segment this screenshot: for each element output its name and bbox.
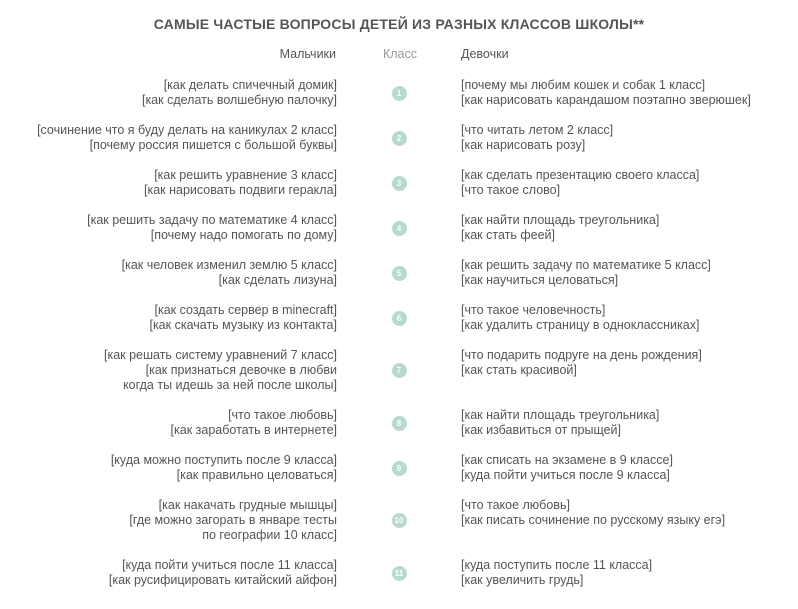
boys-question: [как заработать в интернете]: [170, 423, 337, 437]
girls-question: [как найти площадь треугольника]: [461, 213, 660, 227]
boys-question: [почему надо помогать по дому]: [150, 228, 337, 242]
girls-questions: [461, 303, 798, 333]
grade-cell: [337, 221, 461, 236]
table-row: [0, 408, 798, 438]
grade-cell: [337, 566, 461, 581]
grade-cell: [337, 416, 461, 431]
boys-questions: [0, 303, 337, 333]
boys-question: [как человек изменил землю 5 класс]: [121, 258, 337, 272]
boys-questions: [0, 213, 337, 243]
girls-questions: [461, 78, 798, 108]
grade-badge: 4: [392, 221, 407, 236]
grade-cell: [337, 86, 461, 101]
girls-question: [как писать сочинение по русскому языку егэ]: [461, 513, 726, 527]
girls-questions: [461, 123, 798, 153]
girls-questions: [461, 453, 798, 483]
boys-question: [как сделать волшебную палочку]: [141, 93, 337, 107]
table-row: [0, 123, 798, 153]
grade-badge: 2: [392, 131, 407, 146]
boys-question: [куда пойти учиться после 11 класса]: [122, 558, 337, 572]
grade-cell: [337, 311, 461, 326]
girls-question: [что такое слово]: [461, 183, 561, 197]
boys-questions: [0, 258, 337, 288]
girls-question: [что подарить подруге на день рождения]: [461, 348, 702, 362]
girls-question: [как нарисовать карандашом поэтапно зверюшек]: [461, 93, 751, 107]
girls-question: [как стать красивой]: [461, 363, 577, 377]
grade-badge: 3: [392, 176, 407, 191]
grade-badge: 7: [392, 363, 407, 378]
boys-questions: [0, 123, 337, 153]
girls-question: [как избавиться от прыщей]: [461, 423, 621, 437]
boys-questions: [0, 348, 337, 393]
header-boys: Мальчики: [279, 47, 336, 61]
boys-question: [как нарисовать подвиги геракла]: [144, 183, 337, 197]
boys-question: [куда можно поступить после 9 класса]: [110, 453, 337, 467]
table-row: [0, 258, 798, 288]
boys-questions: [0, 498, 337, 543]
girls-question: [что читать летом 2 класс]: [461, 123, 614, 137]
girls-questions: [461, 168, 798, 198]
boys-question: [почему россия пишется с большой буквы]: [89, 138, 337, 152]
grade-cell: [337, 266, 461, 281]
girls-question: [461, 378, 798, 393]
grade-cell: [337, 363, 461, 378]
header-girls: Девочки: [461, 47, 509, 61]
girls-questions: [461, 348, 798, 393]
grade-cell: [337, 176, 461, 191]
girls-questions: [461, 498, 798, 543]
girls-question: [как научиться целоваться]: [461, 273, 619, 287]
boys-questions: [0, 78, 337, 108]
page-title: САМЫЕ ЧАСТЫЕ ВОПРОСЫ ДЕТЕЙ ИЗ РАЗНЫХ КЛАССОВ ШКОЛЫ**: [153, 16, 645, 32]
boys-questions: [0, 453, 337, 483]
grade-badge: 1: [392, 86, 407, 101]
boys-questions: [0, 408, 337, 438]
girls-question: [что такое любовь]: [461, 498, 570, 512]
table-row: [0, 303, 798, 333]
girls-question: [куда пойти учиться после 9 класса]: [461, 468, 670, 482]
boys-question: [как русифицировать китайский айфон]: [108, 573, 337, 587]
table-row: [0, 558, 798, 588]
grade-badge: 10: [392, 513, 407, 528]
boys-question: когда ты идешь за ней после школы]: [123, 378, 337, 392]
girls-questions: [461, 408, 798, 438]
girls-question: [как списать на экзамене в 9 классе]: [461, 453, 673, 467]
grade-badge: 5: [392, 266, 407, 281]
girls-question: [как стать феей]: [461, 228, 555, 242]
table-row: [0, 168, 798, 198]
grade-badge: 8: [392, 416, 407, 431]
grade-badge: 6: [392, 311, 407, 326]
questions-table: [0, 78, 798, 603]
girls-questions: [461, 558, 798, 588]
girls-question: [куда поступить после 11 класса]: [461, 558, 653, 572]
table-row: [0, 78, 798, 108]
boys-question: [как создать сервер в minecraft]: [154, 303, 337, 317]
boys-question: [что такое любовь]: [228, 408, 337, 422]
grade-badge: 9: [392, 461, 407, 476]
boys-question: [как решить задачу по математике 4 класс]: [87, 213, 337, 227]
boys-question: [как скачать музыку из контакта]: [149, 318, 337, 332]
boys-questions: [0, 168, 337, 198]
boys-question: [сочинение что я буду делать на каникулах 2 класс]: [37, 123, 337, 137]
grade-cell: [337, 513, 461, 528]
girls-question: [как удалить страницу в одноклассниках]: [461, 318, 700, 332]
table-row: [0, 348, 798, 393]
girls-questions: [461, 213, 798, 243]
girls-question: [461, 528, 798, 543]
table-row: [0, 453, 798, 483]
boys-question: [как признаться девочке в любви: [145, 363, 337, 377]
boys-question: [как делать спичечный домик]: [163, 78, 337, 92]
girls-question: [почему мы любим кошек и собак 1 класс]: [461, 78, 706, 92]
boys-question: [где можно загорать в январе тесты: [129, 513, 337, 527]
boys-question: [как правильно целоваться]: [176, 468, 337, 482]
boys-questions: [0, 558, 337, 588]
table-row: [0, 213, 798, 243]
girls-question: [что такое человечность]: [461, 303, 606, 317]
girls-question: [как сделать презентацию своего класса]: [461, 168, 700, 182]
grade-cell: [337, 131, 461, 146]
girls-question: [как найти площадь треугольника]: [461, 408, 660, 422]
girls-question: [как решить задачу по математике 5 класс]: [461, 258, 711, 272]
header-grade: Класс: [382, 47, 418, 61]
grade-badge: 11: [392, 566, 407, 581]
grade-cell: [337, 461, 461, 476]
boys-question: [как решить уравнение 3 класс]: [154, 168, 337, 182]
boys-question: [как сделать лизуна]: [218, 273, 337, 287]
table-row: [0, 498, 798, 543]
boys-question: [как накачать грудные мышцы]: [158, 498, 337, 512]
girls-questions: [461, 258, 798, 288]
boys-question: [как решать систему уравнений 7 класс]: [103, 348, 337, 362]
boys-question: по географии 10 класс]: [202, 528, 337, 542]
girls-question: [как нарисовать розу]: [461, 138, 586, 152]
girls-question: [как увеличить грудь]: [461, 573, 584, 587]
